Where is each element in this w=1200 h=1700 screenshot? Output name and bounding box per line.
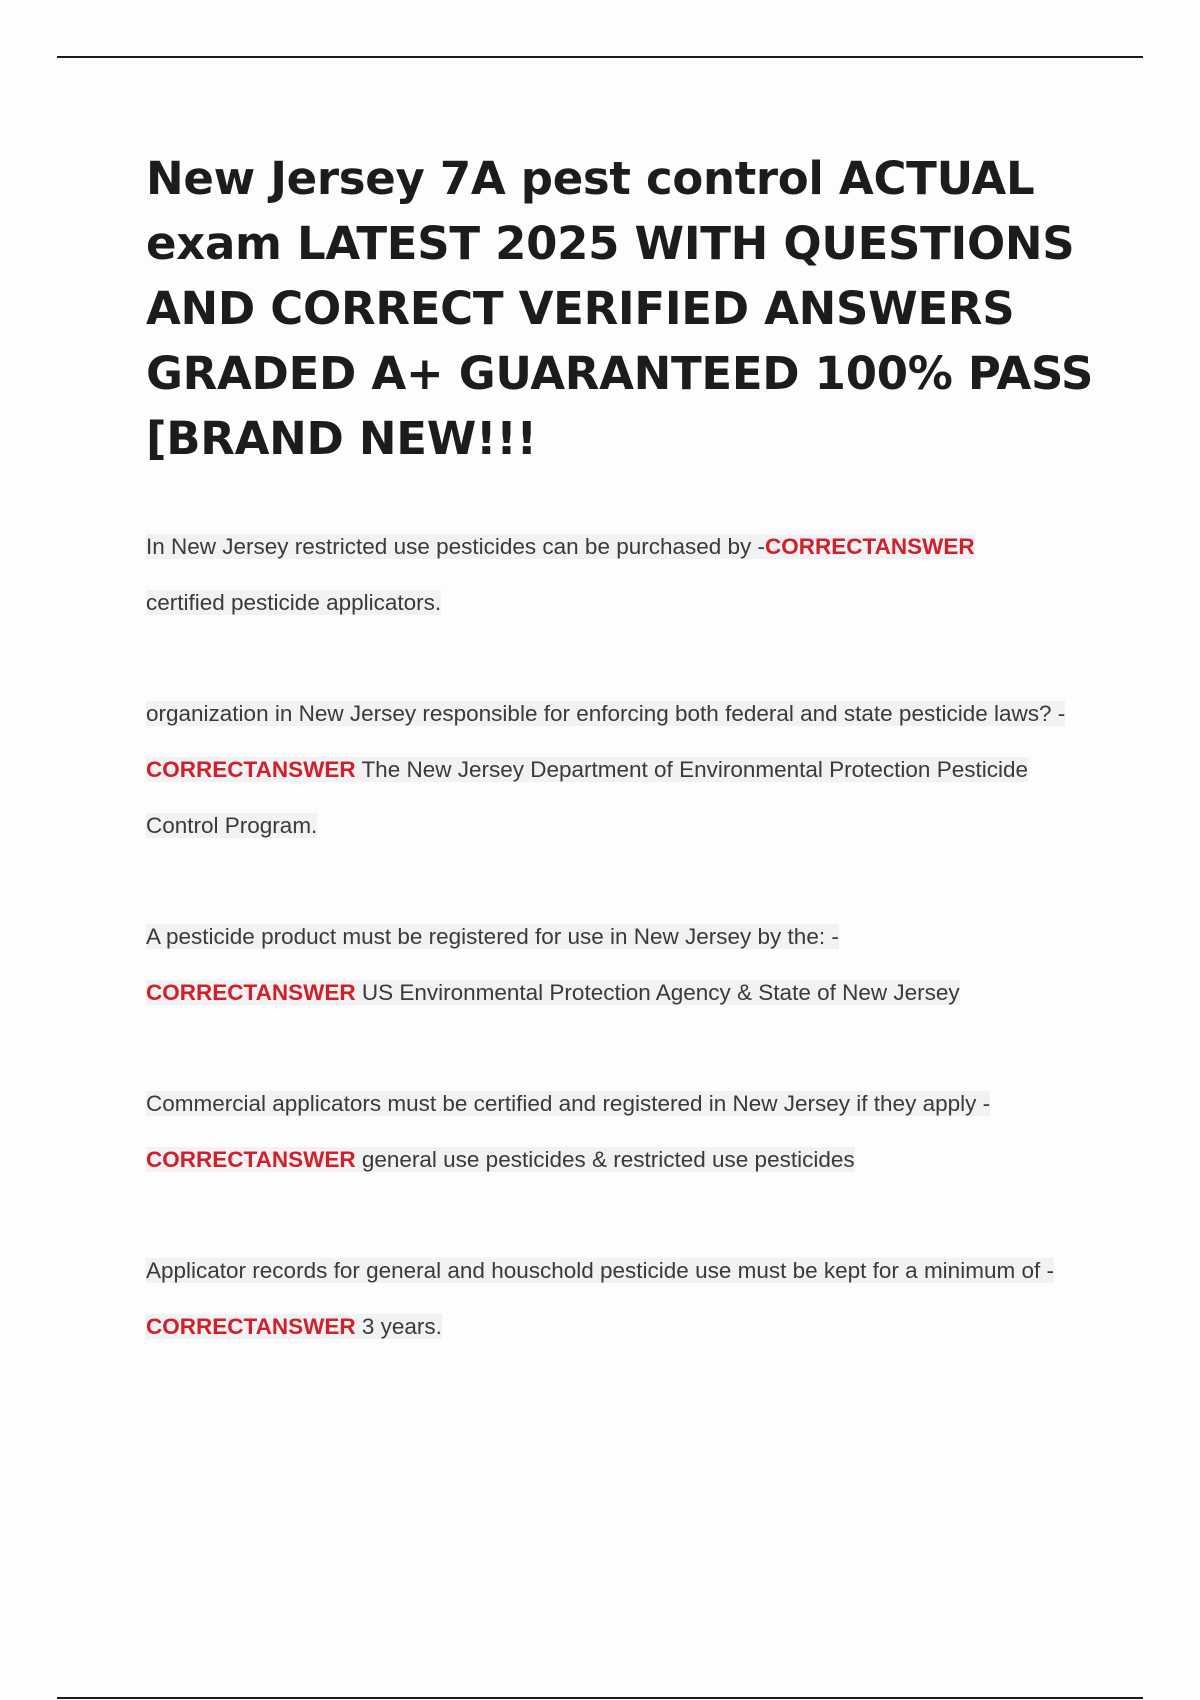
qa-list (146, 519, 1096, 1355)
qa-item (146, 519, 1096, 631)
document-body (146, 146, 1096, 1410)
question-text: In New Jersey restricted use pesticides can be purchased by - (146, 534, 766, 559)
answer-tag: CORRECTANSWER (765, 534, 975, 559)
bottom-divider (57, 1697, 1143, 1699)
question-text: A pesticide product must be registered for use in New Jersey by the: - (146, 924, 839, 949)
question-text: Applicator records for general and houschold pesticide use must be kept for a minimum of - (146, 1258, 1054, 1283)
answer-text: certified pesticide applicators. (146, 590, 442, 615)
answer-tag: CORRECTANSWER (146, 980, 356, 1005)
answer-tag: CORRECTANSWER (146, 1314, 356, 1339)
answer-text: general use pesticides & restricted use pesticides (361, 1147, 855, 1172)
qa-item (146, 686, 1096, 854)
document-title: New Jersey 7A pest control ACTUAL exam LATEST 2025 WITH QUESTIONS AND CORRECT VERIFIED ANSWERS GRADED A+ GUARANTEED 100% PASS [BRAND NEW!!! (146, 152, 1094, 465)
answer-text: US Environmental Protection Agency & State of New Jersey (361, 980, 960, 1005)
qa-item (146, 1076, 1096, 1188)
question-text: Commercial applicators must be certified and registered in New Jersey if they apply - (146, 1091, 991, 1116)
answer-text: The New Jersey Department of Environmental Protection Pesticide Control Program. (146, 757, 1028, 838)
answer-text: 3 years. (361, 1314, 442, 1339)
top-divider (57, 56, 1143, 58)
qa-item (146, 1243, 1096, 1355)
question-text: organization in New Jersey responsible for enforcing both federal and state pesticide laws? - (146, 701, 1066, 726)
qa-item (146, 909, 1096, 1021)
answer-tag: CORRECTANSWER (146, 1147, 356, 1172)
answer-tag: CORRECTANSWER (146, 757, 356, 782)
